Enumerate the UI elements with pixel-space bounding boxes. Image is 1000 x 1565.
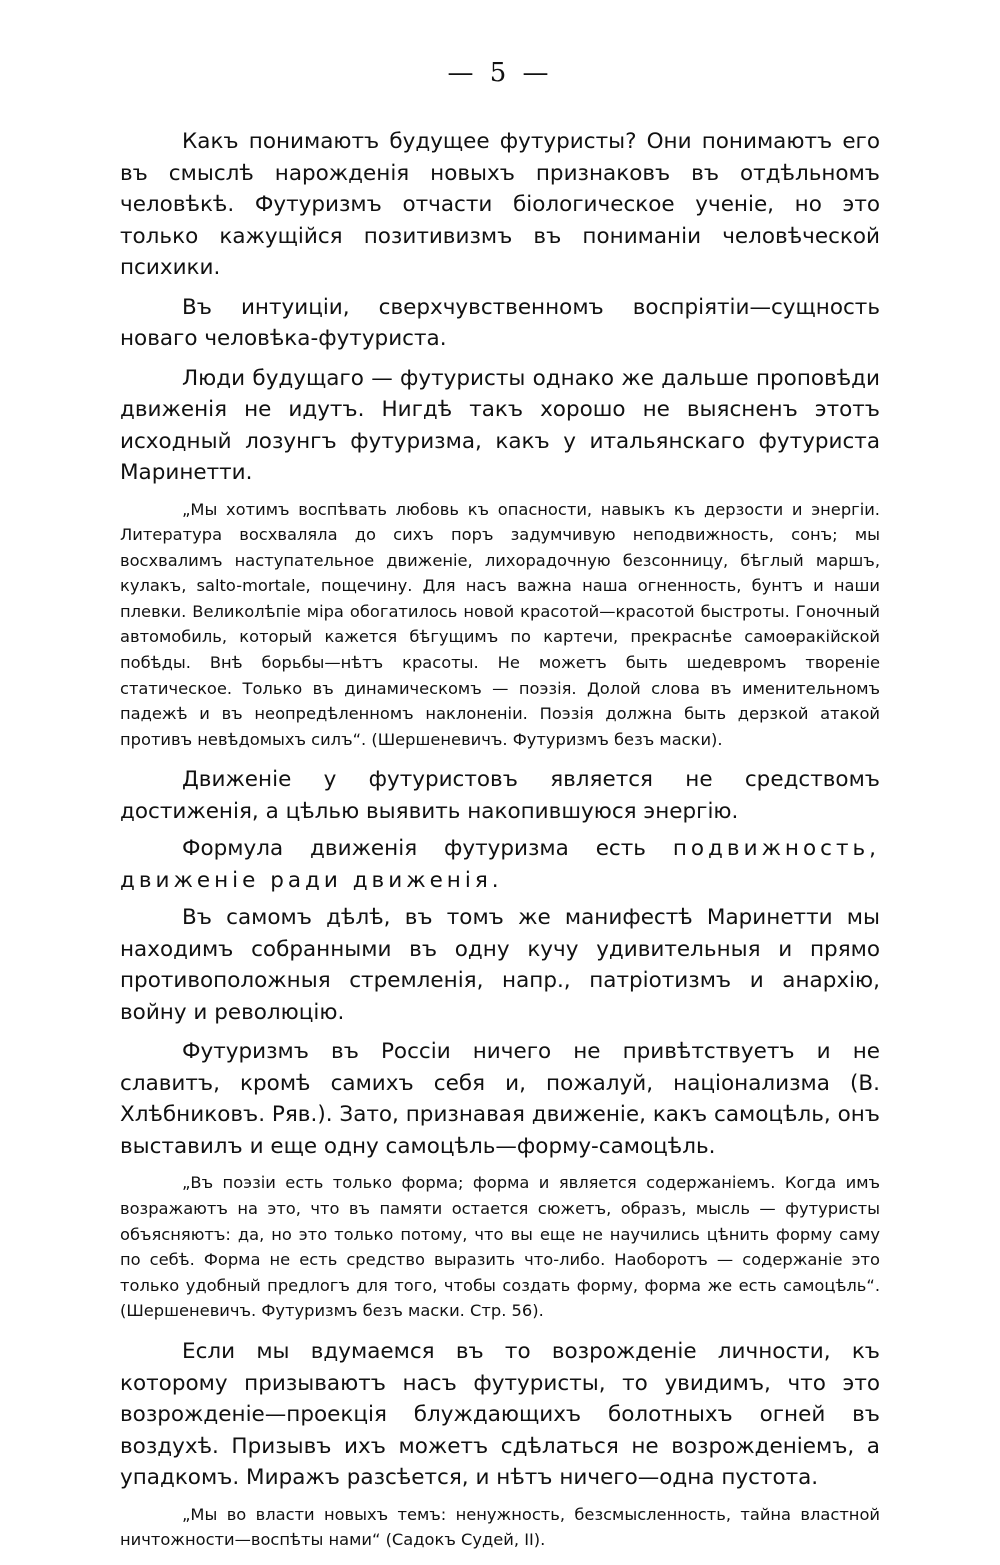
page-number: — 5 — (447, 58, 553, 88)
paragraph-rebirth-of-personality: Если мы вдумаемся въ то возрожденіе личности, къ которому призываютъ насъ футуристы, то увидимъ, что это возрожденіе—проекція блуждающихъ болотныхъ огней въ воздухѣ. Призывъ ихъ можетъ сдѣлаться не возрожденіемъ, а упадкомъ. Миражъ разсѣется, и нѣтъ ничего—одна пустота. (120, 1339, 880, 1490)
formula-end: . (491, 867, 499, 893)
paragraph-intuition: Въ интуиціи, сверхчувственномъ воспріятіи—сущность новаго человѣка-футуриста. (120, 294, 880, 351)
paragraph-movement-formula (120, 833, 880, 896)
paragraph-manifesto-contradictions: Въ самомъ дѣлѣ, въ томъ же манифестѣ Маринетти мы находимъ собранными въ одну кучу удивительныя и прямо противоположныя стремленія, напр., патріотизмъ и анархію, войну и революцію. (120, 905, 880, 1025)
paragraph-futurists-future: Какъ понимаютъ будущее футуристы? Они понимаютъ его въ смыслѣ нарожденія новыхъ признаковъ въ отдѣльномъ человѣкѣ. Футуризмъ отчасти біологическое ученіе, но это только кажущійся позитивизмъ въ пониманіи человѣческой психики. (120, 129, 880, 280)
quote-sadok-sudei: „Мы во власти новыхъ темъ: ненужность, безсмысленность, тайна властной ничтожности—воспѣты нами“ (Садокъ Судей, II). (120, 1504, 880, 1550)
quote-form-in-poetry: „Въ поэзіи есть только форма; форма и является содержаніемъ. Когда имъ возражаютъ на это, что въ памяти остается сюжетъ, образъ, мысль — футуристы объясняютъ: да, но это только потому, что вы еще не научились цѣнить форму саму по себѣ. Форма не есть средство выразить что-либо. Наоборотъ — содержаніе это только удобный предлогъ для того, чтобы создать форму, форма же есть самоцѣль“. (Шершеневичъ. Футуризмъ безъ маски. Стр. 56). (120, 1173, 880, 1321)
paragraph-people-of-future: Люди будущаго — футуристы однако же дальше проповѣди движенія не идутъ. Нигдѣ такъ хорошо не выясненъ этотъ исходный лозунгъ футуризма, какъ у итальянскаго футуриста Маринетти. (120, 365, 880, 485)
formula-text: Формула движенія футуризма есть (182, 836, 673, 862)
book-page (120, 58, 880, 1565)
quote-marinetti-manifesto: „Мы хотимъ воспѣвать любовь къ опасности, навыкъ къ дерзости и энергіи. Литература восхваляла до сихъ поръ задумчивую неподвижность, сонъ; мы восхвалимъ наступательное движеніе, лихорадочную безсонницу, бѣглый маршъ, кулакъ, salto-mortale, пощечину. Для насъ важна наша огненность, бунтъ и наши плевки. Великолѣпіе міра обогатилось новой красотой—красотой быстроты. Гоночный автомобиль, который кажется бѣгущимъ по картечи, прекраснѣе самоѳракійской побѣды. Внѣ борьбы—нѣтъ красоты. Не можетъ быть шедевромъ твореніе статическое. Только въ динамическомъ — поэзія. Долой слова въ именительномъ падежѣ и въ неопредѣленномъ наклоненіи. Поэзія должна быть дерзкой атакой противъ невѣдомыхъ силъ“. (Шершеневичъ. Футуризмъ безъ маски). (120, 499, 880, 749)
paragraph-russian-futurism: Футуризмъ въ Россіи ничего не привѣтствуетъ и не славитъ, кромѣ самихъ себя и, пожалуй, націонализма (В. Хлѣбниковъ. Ряв.). Зато, признавая движеніе, какъ самоцѣль, онъ выставилъ и еще одну самоцѣль—форму-самоцѣль. (120, 1039, 880, 1159)
formula-emphasis: подвижность, движеніе ради движенія (120, 836, 880, 893)
paragraph-movement-goal: Движеніе у футуристовъ является не средствомъ достиженія, а цѣлью выявить накопившуюся энергію. (120, 767, 880, 824)
